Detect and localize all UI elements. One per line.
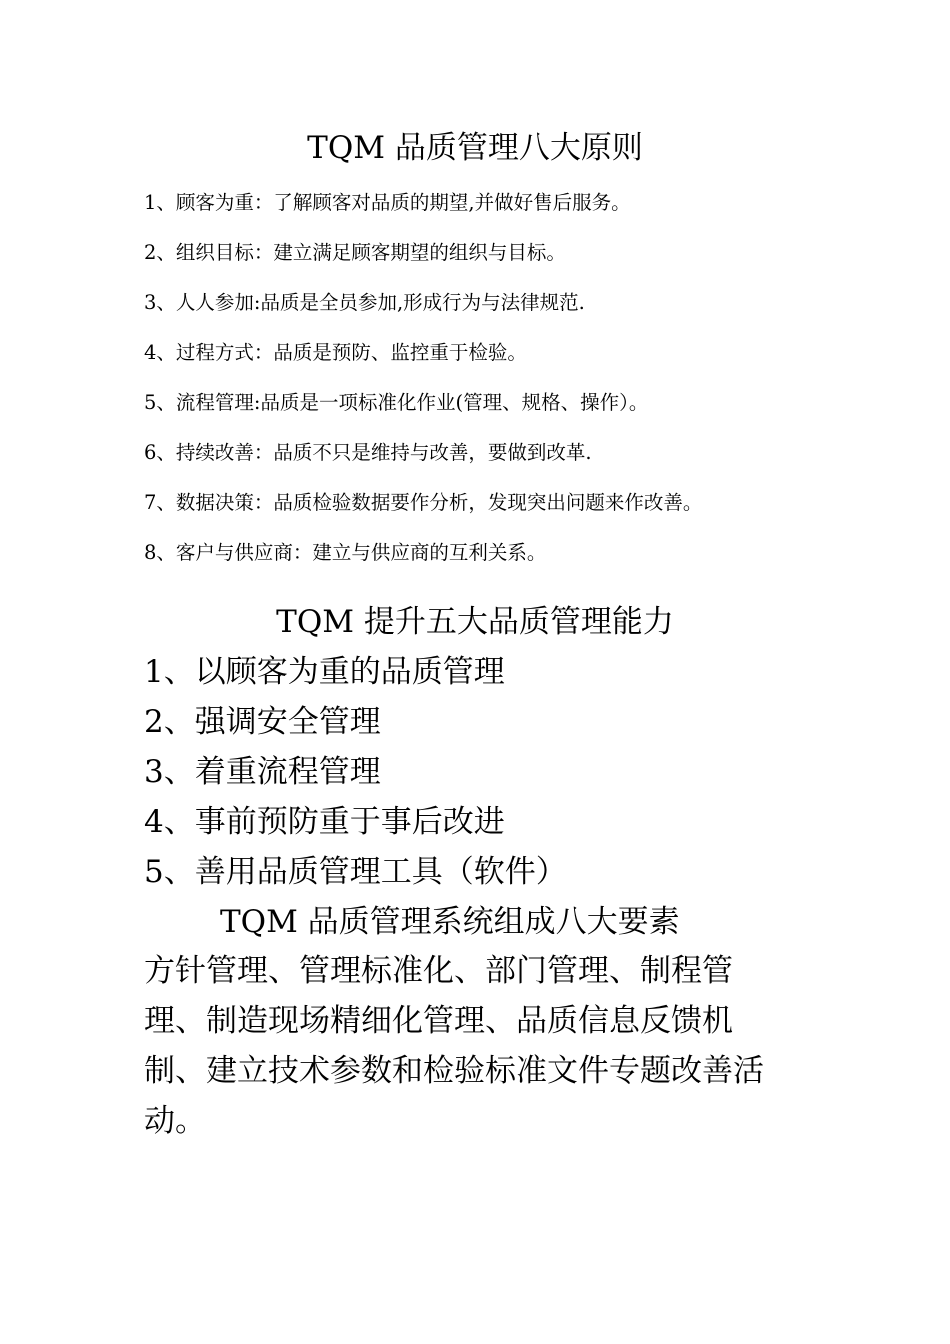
principle-item-2: 2、组织目标：建立满足顾客期望的组织与目标。: [144, 241, 566, 264]
elements-paragraph: 方针管理、管理标准化、部门管理、制程管理、制造现场精细化管理、品质信息反馈机制、建立技术参数和检验标准文件专题改善活动。: [144, 953, 764, 1139]
ability-item-4: 4、事前预防重于事后改进: [144, 804, 505, 840]
principle-item-6: 6、持续改善：品质不只是维持与改善，要做到改革.: [144, 441, 592, 464]
abilities-list: [144, 647, 844, 897]
principle-item-3: 3、人人参加:品质是全员参加,形成行为与法律规范.: [144, 291, 585, 314]
ability-item-3: 3、着重流程管理: [144, 754, 381, 790]
principle-item-1: 1、顾客为重：了解顾客对品质的期望,并做好售后服务。: [144, 191, 631, 214]
principle-item-4: 4、过程方式：品质是预防、监控重于检验。: [144, 341, 527, 364]
title-eight-elements: TQM 品质管理系统组成八大要素: [220, 904, 680, 940]
principles-list: [144, 178, 844, 578]
title-eight-principles: TQM 品质管理八大原则: [307, 130, 643, 166]
principle-item-7: 7、数据决策：品质检验数据要作分析，发现突出问题来作改善。: [144, 491, 703, 514]
ability-item-2: 2、强调安全管理: [144, 704, 381, 740]
ability-item-5: 5、善用品质管理工具（软件）: [144, 854, 567, 890]
title-five-abilities: TQM 提升五大品质管理能力: [276, 604, 674, 640]
principle-item-5: 5、流程管理:品质是一项标准化作业(管理、规格、操作）。: [144, 391, 649, 414]
ability-item-1: 1、以顾客为重的品质管理: [144, 654, 505, 690]
principle-item-8: 8、客户与供应商：建立与供应商的互利关系。: [144, 541, 547, 564]
